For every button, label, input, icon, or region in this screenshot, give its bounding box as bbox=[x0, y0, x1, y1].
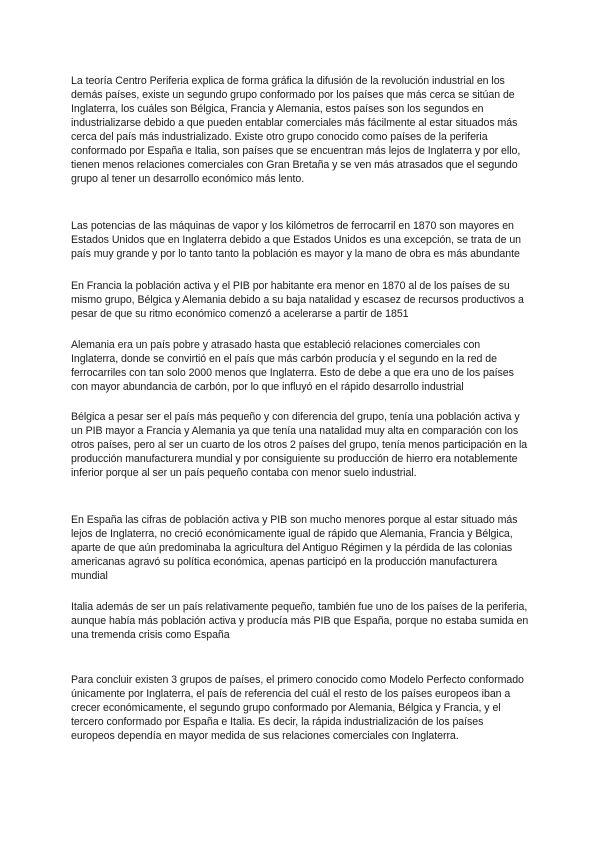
paragraph-conclusion: Para concluir existen 3 grupos de países, el primero conocido como Modelo Perfecto conformado únicamente por Inglaterra, el país de referencia del cuál el resto de los países europeos iban a crecer económicamente, el segundo grupo conformado por Alemania, Bélgica y Francia, y el tercero conformado por España e Italia. Es decir, la rápida industrialización de los países europeos dependía en mayor medida de sus relaciones comerciales con Inglaterra. bbox=[71, 674, 524, 742]
paragraph-centro-periferia: La teoría Centro Periferia explica de forma gráfica la difusión de la revolución industrial en los demás países, existe un segundo grupo conformado por los países que más cerca se sitúan de Inglaterra, los cuáles son Bélgica, Francia y Alemania, estos países son los segundos en industrializarse debido a que pueden entablar comerciales más fácilmente al estar situados más cerca del país más industrializado. Existe otro grupo conocido como países de la periferia conformado por España e Italia, son países que se encuentran más lejos de Inglaterra y por ello, tienen menos relaciones comerciales con Gran Bretaña y se ven más atrasados que el segundo grupo al tener un desarrollo económico más lento. bbox=[71, 75, 521, 185]
paragraph-francia: En Francia la población activa y el PIB por habitante era menor en 1870 al de los países de su mismo grupo, Bélgica y Alemania debido a su baja natalidad y escasez de recursos productivos a pesar de que su ritmo económico comenzó a acelerarse a partir de 1851 bbox=[71, 280, 524, 320]
paragraph-alemania: Alemania era un país pobre y atrasado hasta que estableció relaciones comerciales con Inglaterra, donde se convirtió en el país que más carbón producía y el segundo en la red de ferrocarriles con tan solo 2000 menos que Inglaterra. Esto de debe a que era uno de los países con mayor abundancia de carbón, por lo que influyó en el rápido desarrollo industrial bbox=[71, 339, 514, 393]
paragraph-espana: En España las cifras de población activa y PIB son mucho menores porque al estar situado más lejos de Inglaterra, no creció económicamente igual de rápido que Alemania, Francia y Bélgica, aparte de que aún predominaba la agricultura del Antiguo Régimen y la pérdida de las colonias americanas agravó su política económica, apenas participó en la producción manufacturera mundial bbox=[71, 514, 518, 582]
paragraph-estados-unidos: Las potencias de las máquinas de vapor y los kilómetros de ferrocarril en 1870 son mayores en Estados Unidos que en Inglaterra debido a que Estados Unidos es una excepción, se trata de un país muy grande y por lo tanto tanto la población es mayor y la mano de obra es más abundante bbox=[71, 220, 522, 260]
paragraph-italia: Italia además de ser un país relativamente pequeño, también fue uno de los países de la periferia, aunque había más población activa y producía más PIB que España, porque no estaba sumida en una tremenda crisis como España bbox=[71, 601, 529, 641]
paragraph-belgica: Bélgica a pesar ser el país más pequeño y con diferencia del grupo, tenía una población activa y un PIB mayor a Francia y Alemania ya que tenía una natalidad muy alta en comparación con los otros países, pero al ser un cuarto de los otros 2 países del grupo, tenía menos participación en la producción manufacturera mundial y por consiguiente su producción de hierro era notablemente inferior porque al ser un país pequeño contaba con menor suelo industrial. bbox=[71, 411, 528, 479]
